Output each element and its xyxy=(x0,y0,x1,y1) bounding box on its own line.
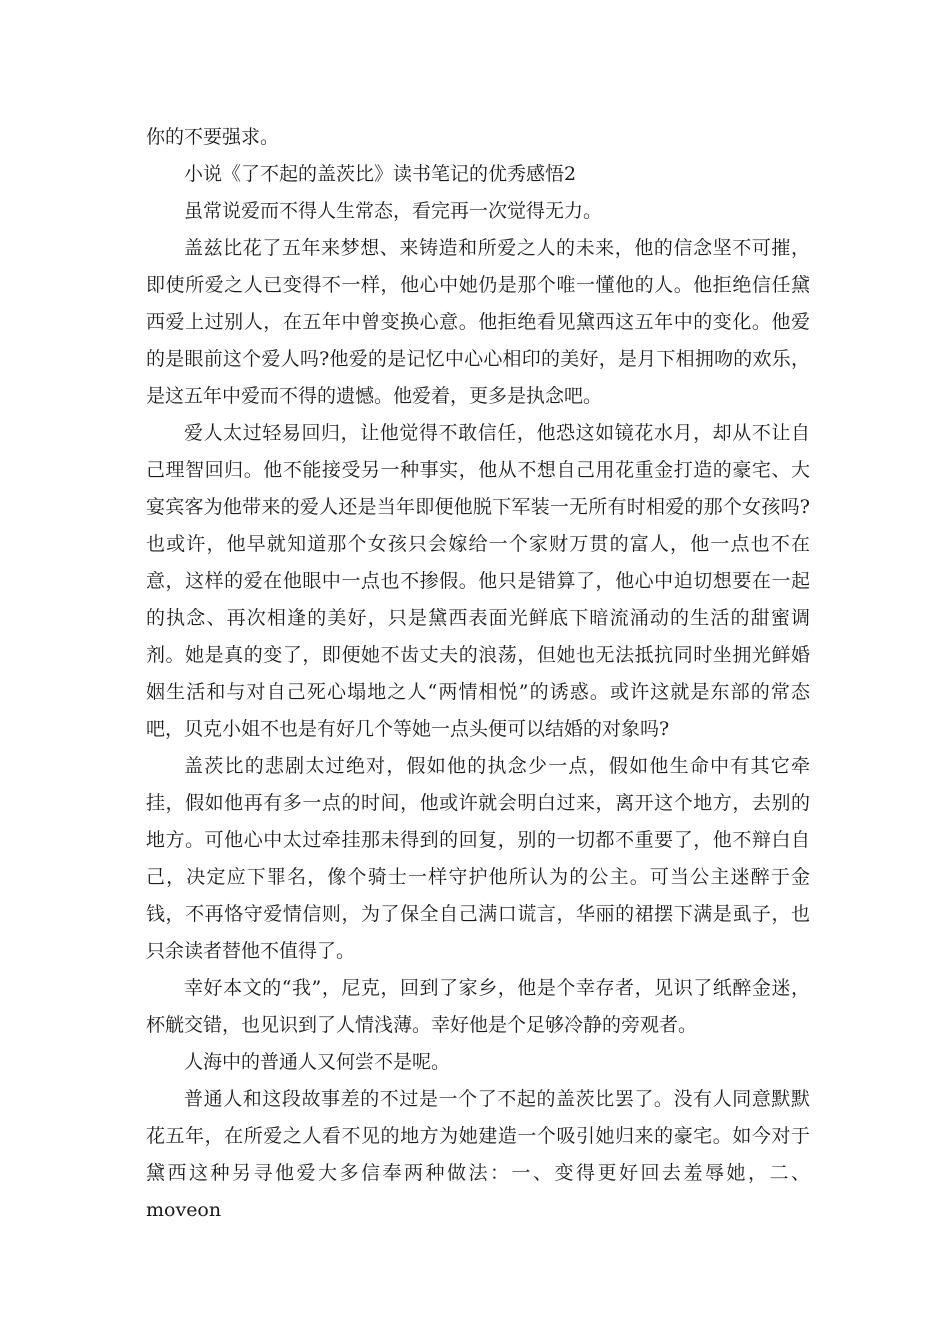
paragraph-continuation: 你的不要强求。 xyxy=(146,126,280,148)
section-heading: 小说《了不起的盖茨比》读书笔记的优秀感悟2 xyxy=(184,163,577,185)
paragraph: 人海中的普通人又何尝不是呢。 xyxy=(184,1051,451,1073)
paragraph: 盖茨比的悲剧太过绝对，假如他的执念少一点，假如他生命中有其它牵挂，假如他再有多一点的时间，他或许就会明白过来，离开这个地方，去别的地方。可他心中太过牵挂那未得到的回复，别的一切都不重要了，他不辩白自己，决定应下罪名，像个骑士一样守护他所认为的公主。可当公主迷醉于金钱，不再恪守爱情信则，为了保全自己满口谎言，华丽的裙摆下满是虱子，也只余读者替他不值得了。 xyxy=(146,755,810,962)
document-body xyxy=(146,119,810,1229)
paragraph: 普通人和这段故事差的不过是一个了不起的盖茨比罢了。没有人同意默默花五年，在所爱之人看不见的地方为她建造一个吸引她归来的豪宅。如今对于黛西这种另寻他爱大多信奉两种做法：一、变得更好回去羞辱她，二、moveon xyxy=(146,1088,810,1221)
paragraph: 虽常说爱而不得人生常态，看完再一次觉得无力。 xyxy=(184,200,603,222)
paragraph: 盖兹比花了五年来梦想、来铸造和所爱之人的未来，他的信念坚不可摧，即使所爱之人已变得不一样，他心中她仍是那个唯一懂他的人。他拒绝信任黛西爱上过别人，在五年中曾变换心意。他拒绝看见黛西这五年中的变化。他爱的是眼前这个爱人吗?他爱的是记忆中心心相印的美好，是月下相拥吻的欢乐，是这五年中爱而不得的遗憾。他爱着，更多是执念吧。 xyxy=(146,237,810,407)
paragraph: 爱人太过轻易回归，让他觉得不敢信任，他恐这如镜花水月，却从不让自己理智回归。他不能接受另一种事实，他从不想自己用花重金打造的豪宅、大宴宾客为他带来的爱人还是当年即便他脱下军装一无所有时相爱的那个女孩吗?也或许，他早就知道那个女孩只会嫁给一个家财万贯的富人，他一点也不在意，这样的爱在他眼中一点也不掺假。他只是错算了，他心中迫切想要在一起的执念、再次相逢的美好，只是黛西表面光鲜底下暗流涌动的生活的甜蜜调剂。她是真的变了，即便她不齿丈夫的浪荡，但她也无法抵抗同时坐拥光鲜婚姻生活和与对自己死心塌地之人“两情相悦”的诱惑。或许这就是东部的常态吧，贝克小姐不也是有好几个等她一点头便可以结婚的对象吗? xyxy=(146,422,810,740)
paragraph: 幸好本文的“我”，尼克，回到了家乡，他是个幸存者，见识了纸醉金迷，杯觥交错，也见识到了人情浅薄。幸好他是个足够冷静的旁观者。 xyxy=(146,977,810,1036)
